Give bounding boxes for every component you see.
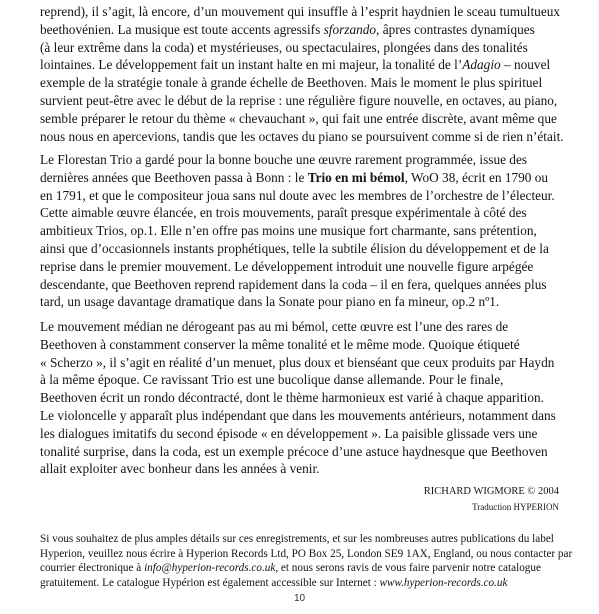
italic-term-sforzando: sforzando [323,21,377,37]
page-number: 10 [293,593,306,604]
body-line: Le Florestan Trio a gardé pour la bonne bouche une œuvre rarement programmée, issue des [40,152,528,167]
body-line: semble préparer le retour du thème « chevauchant », qui fait une entrée discrète, avant même que [40,110,557,126]
body-text: , âpres contrastes dynamiques [376,21,535,37]
body-line: « Scherzo », il s’agit en réalité d’un menuet, plus doux et bienséant que ceux produits par Haydn [40,354,555,370]
body-line: les dialogues imitatifs du second épisode « en développement ». La paisible glissade vers une [40,425,538,441]
body-line: reprise dans le premier mouvement. Le développement introduit une nouvelle figure arpégée [40,258,534,274]
body-text: beethovénien. La musique est toute accents agressifs [40,21,324,37]
contact-note-text: , et nous serons ravis de vous faire parvenir notre catalogue [275,562,541,575]
author-credit: RICHARD WIGMORE © 2004 [423,486,559,497]
body-line: tard, un usage davantage dramatique dans la Sonate pour piano en fa mineur, op.2 nº1. [40,294,500,310]
contact-note-line: Si vous souhaitez de plus amples détails sur ces enregistrements, et sur les nombreuses autres publications du label [40,533,554,545]
body-line: descendante, que Beethoven reprend rapidement dans la coda – il en fera, quelques années plus [40,276,547,292]
body-line: allait exploiter avec bonheur dans les années à venir. [40,461,320,477]
body-line: (à leur extrême dans la coda) et mystérieuses, ou spectaculaires, plongées dans des tonalités [40,39,528,55]
body-paragraph-1 [40,3,570,145]
body-line: reprend), il s’agit, là encore, d’un mouvement qui insuffle à l’esprit haydnien le sceau tumultueux [40,4,561,19]
body-paragraph-2 [40,151,570,311]
contact-note [40,532,573,591]
body-text: lointaines. Le développement fait un instant halte en mi majeur, la tonalité de l’ [40,57,463,73]
contact-note-line [40,576,570,591]
body-line [40,56,570,74]
translation-credit: Traduction HYPERION [472,502,559,512]
work-title-bold: Trio en mi bémol [307,169,405,185]
email-address: info@hyperion-records.co.uk [144,562,276,575]
body-line: à la même époque. Ce ravissant Trio est une bucolique danse allemande. Pour le finale, [40,372,504,388]
italic-term-adagio: Adagio [462,57,501,73]
body-line [40,169,570,187]
body-paragraph-3 [40,318,570,478]
body-line: Cette aimable œuvre élancée, en trois mouvements, paraît presque expérimentale à côté des [40,205,527,221]
website-address: www.hyperion-records.co.uk [379,577,508,590]
body-line: Le violoncelle y apparaît plus indépendant que dans les mouvements antérieurs, notamment dans [40,407,556,423]
body-line: tonalité surprise, dans la coda, est un exemple précoce d’une astuce haydnesque que Beethoven [40,443,548,459]
body-line: ainsi que d’occasionnels instants prophétiques, telle la subtile élision du développement et de la [40,240,549,256]
body-text: dernières années que Beethoven passa à Bonn : le [40,169,308,185]
body-text: , WoO 38, écrit en 1790 ou [404,169,549,185]
body-text: – nouvel [500,57,551,73]
body-line: survient peut-être avec le début de la reprise : une régulière figure nouvelle, en octaves, au piano, [40,92,558,108]
body-line: ambitieux Trios, op.1. Elle n’en offre pas moins une musique fort charmante, sans prétention, [40,223,537,239]
body-line: Le mouvement médian ne dérogeant pas au mi bémol, cette œuvre est l’une des rares de [40,319,509,334]
body-line: Beethoven à constamment conserver la même tonalité et le même mode. Quoique étiqueté [40,336,520,352]
contact-note-text: gratuitement. Le catalogue Hypérion est également accessible sur Internet : [40,577,380,590]
contact-note-text: courrier électronique à [40,562,145,575]
body-line [40,21,570,39]
body-line: en 1791, et que le compositeur joua sans nul doute avec les membres de l’orchestre de l’électeur. [40,187,555,203]
contact-note-line: Hyperion, veuillez nous écrire à Hyperion Records Ltd, PO Box 25, London SE9 1AX, England, ou nous contacter par [40,547,573,560]
body-line: exemple de la stratégie tonale à grande échelle de Beethoven. Mais le moment le plus spirituel [40,75,543,91]
contact-note-line [40,561,570,576]
body-line: nous nous en apercevions, tandis que les octaves du piano se poursuivent comme si de rien n’était. [40,128,564,144]
body-line: Beethoven écrit un rondo décontracté, dont le thème harmonieux est varié à chaque apparition. [40,390,544,406]
